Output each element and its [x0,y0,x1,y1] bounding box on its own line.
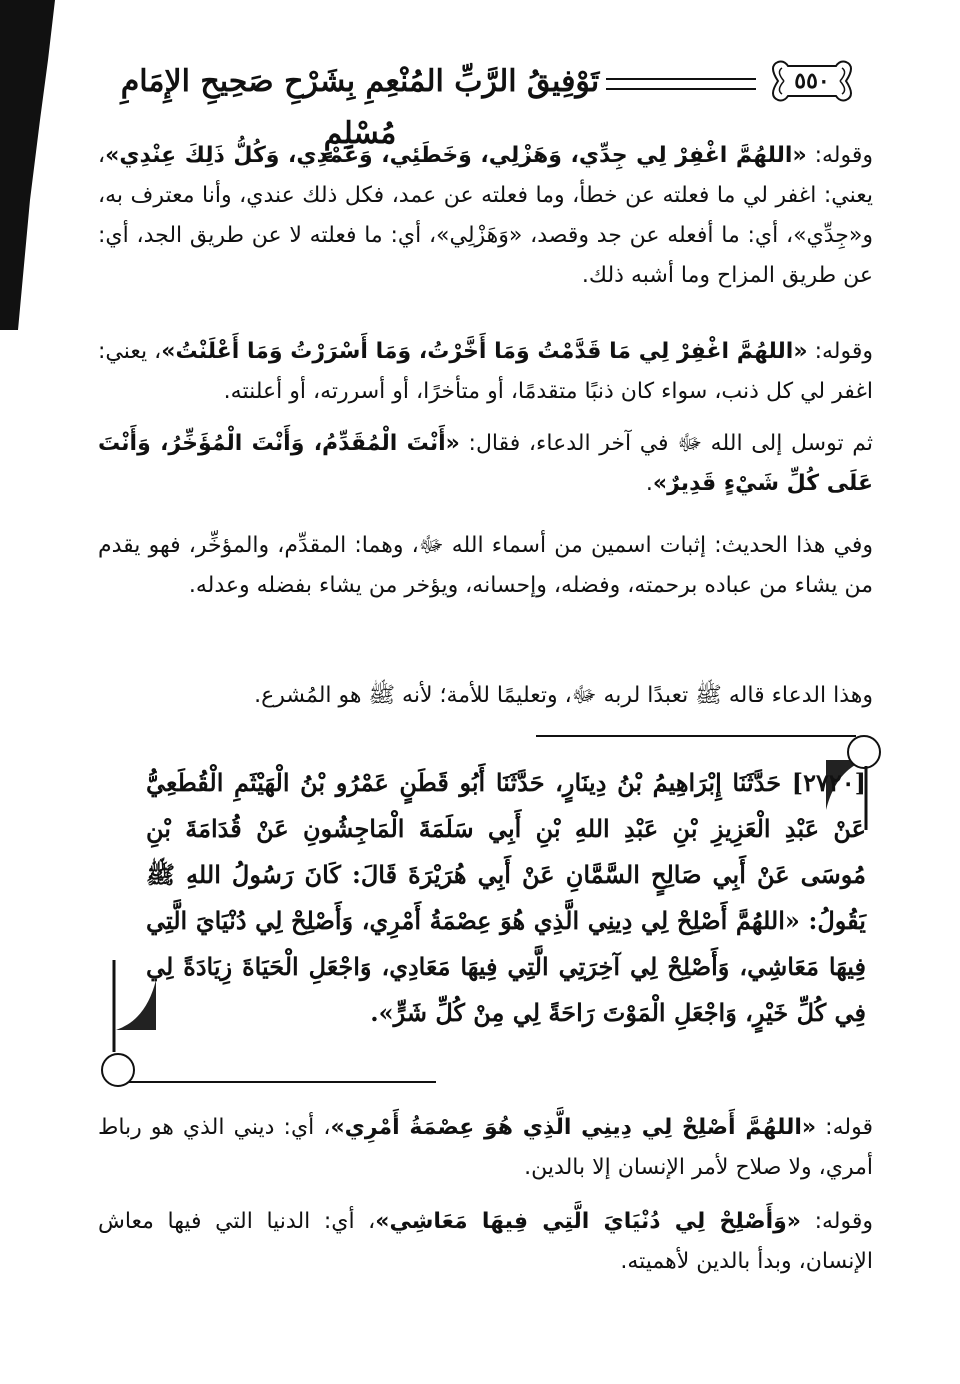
paragraph: قوله: «اللهُمَّ أَصْلِحْ لِي دِينِي الَّذِي هُوَ عِصْمَةُ أَمْرِي»، أي: ديني الذي هو رباط أمري، ولا صلاح لأمر الإنسان إلا بالدين. [98,1115,873,1180]
page-number-badge [764,58,860,104]
scan-shadow-edge [0,0,62,330]
paragraph: ثم توسل إلى الله ﷻ في آخر الدعاء، فقال: «أَنْتَ الْمُقَدِّمُ، وَأَنْتَ الْمُؤَخِّرُ، وَأَنْتَ عَلَى كُلِّ شَيْءٍ قَدِيرٌ». [98,431,873,496]
book-title: تَوْفِيقُ الرَّبِّ المُنْعِمِ بِشَرْحِ صَحِيحِ الإِمَامِ مُسْلِمٍ [120,64,600,151]
paragraph: وقوله: «اللهُمَّ اغْفِرْ لِي جِدِّي، وَهَزْلِي، وَخَطَئِي، وَعَمْدِي، وَكُلُّ ذَلِكَ عِنْدِي»، يعني: اغفر لي ما فعلته عن خطأ، وما فعلته عن عمد، فكل ذلك عندي، وأنا معترف به، و«جِدِّي»، أي: ما أفعله عن جد وقصد، «وَهَزْلِي»، أي: ما فعلته لا عن طريق الجد، أي: عن طريق المزاح وما أشبه ذلك. [98,143,873,288]
paragraph: وفي هذا الحديث: إثبات اسمين من أسماء الله ﷻ، وهما: المقدِّم، والمؤخِّر، فهو يقدم من يشاء من عباده برحمته، وفضله، وإحسانه، ويؤخر من يشاء بفضله وعدله. [98,533,873,598]
header-rule [606,78,756,90]
quote: «اللهُمَّ أَصْلِحْ لِي دِينِي الَّذِي هُوَ عِصْمَةُ أَمْرِي» [330,1115,817,1140]
page-header [100,56,860,151]
quote: «اللهُمَّ اغْفِرْ لِي جِدِّي، وَهَزْلِي، وَخَطَئِي، وَعَمْدِي، وَكُلُّ ذَلِكَ عِنْدِي» [105,143,807,168]
quote: «اللهُمَّ اغْفِرْ لِي مَا قَدَّمْتُ وَمَا أَخَّرْتُ، وَمَا أَسْرَرْتُ وَمَا أَعْلَنْتُ» [161,339,808,364]
paragraph: وقوله: «وَأَصْلِحْ لِي دُنْيَايَ الَّتِي فِيهَا مَعَاشِي»، أي: الدنيا التي فيها معاش الإنسان، وبدأ بالدين لأهميته. [98,1209,873,1274]
quote: «أَنْتَ الْمُقَدِّمُ، وَأَنْتَ الْمُؤَخِّرُ، وَأَنْتَ عَلَى كُلِّ شَيْءٍ قَدِيرٌ» [98,431,873,496]
page-number: ٥٥٠ [794,68,830,94]
quote: «وَأَصْلِحْ لِي دُنْيَايَ الَّتِي فِيهَا مَعَاشِي» [375,1209,802,1234]
paragraph: وقوله: «اللهُمَّ اغْفِرْ لِي مَا قَدَّمْتُ وَمَا أَخَّرْتُ، وَمَا أَسْرَرْتُ وَمَا أَعْلَنْتُ»، يعني: اغفر لي كل ذنب، سواء كان ذنبًا متقدمًا، أو متأخرًا، أو أسررته، أو أعلنته. [98,339,874,404]
hadith-text: [٢٧٢٠] حَدَّثَنَا إِبْرَاهِيمُ بْنُ دِينَارٍ، حَدَّثَنَا أَبُو قَطَنٍ عَمْرُو بْنُ الْهَيْثَمِ الْقُطَعِيُّ عَنْ عَبْدِ الْعَزِيزِ بْنِ عَبْدِ اللهِ بْنِ أَبِي سَلَمَةَ الْمَاجِشُونِ عَنْ قُدَامَةَ بْنِ مُوسَى عَنْ أَبِي صَالِحٍ السَّمَّانِ عَنْ أَبِي هُرَيْرَةَ قَالَ: كَانَ رَسُولُ اللهِ ﷺ يَقُولُ: «اللهُمَّ أَصْلِحْ لِي دِينِي الَّذِي هُوَ عِصْمَةُ أَمْرِي، وَأَصْلِحْ لِي دُنْيَايَ الَّتِي فِيهَا مَعَاشِي، وَأَصْلِحْ لِي آخِرَتِي الَّتِي فِيهَا مَعَادِي، وَاجْعَلِ الْحَيَاةَ زِيَادَةً لِي فِي كُلِّ خَيْرٍ، وَاجْعَلِ الْمَوْتَ رَاحَةً لِي مِنْ كُلِّ شَرٍّ». [146,768,866,1027]
paragraph: وهذا الدعاء قاله ﷺ تعبدًا لربه ﷻ، وتعليمًا للأمة؛ لأنه ﷺ هو المُشرع. [254,683,873,708]
